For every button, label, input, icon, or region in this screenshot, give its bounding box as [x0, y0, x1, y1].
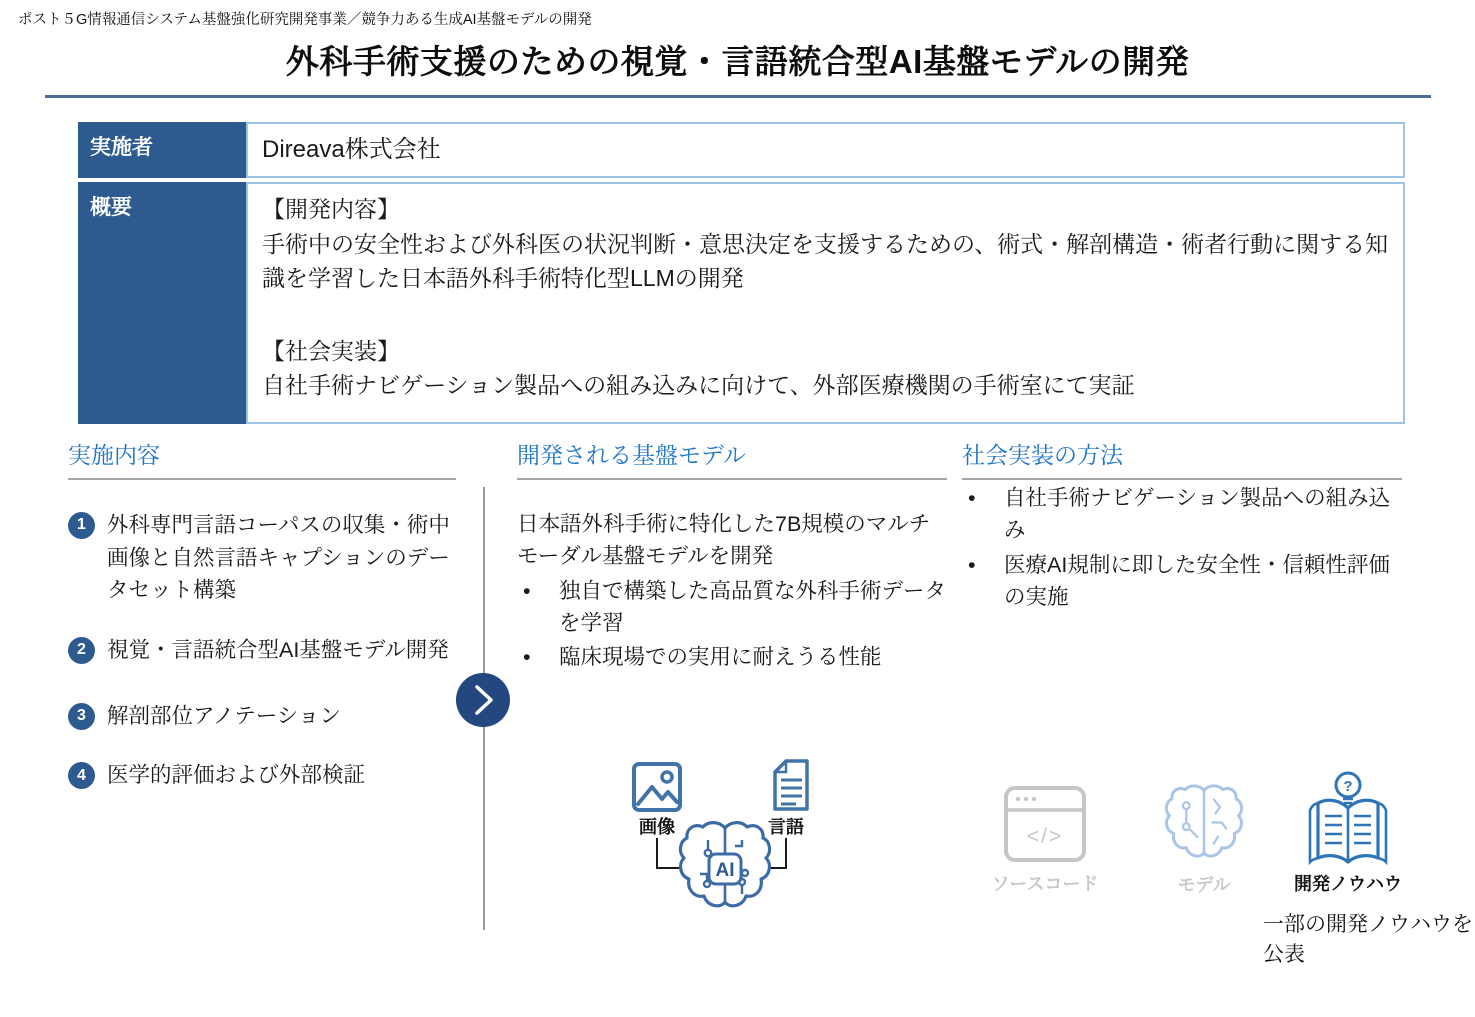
model-intro: 日本語外科手術に特化した7B規模のマルチモーダル基盤モデルを開発	[517, 512, 931, 569]
image-icon	[631, 761, 683, 813]
question-glyph: ?	[1343, 778, 1353, 795]
number-badge: 2	[68, 637, 95, 664]
implementer-value: Direava株式会社	[246, 122, 1405, 178]
bullet-marker: •	[523, 578, 531, 603]
bullet-text: 独自で構築した高品質な外科手術データを学習	[559, 578, 947, 635]
language-label: 言語	[768, 817, 804, 837]
bullet-marker: •	[968, 486, 976, 510]
column-deployment	[962, 437, 1402, 613]
development-section	[262, 192, 1389, 296]
bullet-text: 臨床現場での実用に耐えうる性能	[559, 645, 882, 669]
chevron-right-icon	[456, 673, 510, 727]
arrow-circle	[456, 673, 510, 727]
code-glyph: </>	[1026, 825, 1064, 848]
list-item	[68, 700, 456, 733]
list-item-text: 外科専門言語コーパスの収集・術中画像と自然言語キャプションのデータセット構築	[107, 513, 450, 603]
bullet-text: 医療AI規制に即した安全性・信頼性評価の実施	[1004, 552, 1390, 609]
list-item-text: 視覚・言語統合型AI基盤モデル開発	[107, 638, 449, 663]
column-implementation	[68, 437, 456, 792]
bullet-item	[517, 641, 947, 673]
document-icon	[763, 758, 811, 812]
section-body: 自社手術ナビゲーション製品への組み込みに向けて、外部医療機関の手術室にて実証	[262, 372, 1135, 398]
ai-brain-icon	[678, 818, 772, 920]
knowhow-book-icon	[1300, 770, 1396, 866]
bullet-text: 自社手術ナビゲーション製品への組み込み	[1004, 486, 1391, 543]
section-body: 手術中の安全性および外科医の状況判断・意思決定を支援するための、術式・解剖構造・術者行動に関する知識を学習した日本語外科手術特化型LLMの開発	[262, 230, 1389, 291]
image-label: 画像	[639, 817, 675, 837]
bullet-item	[517, 575, 947, 640]
brain-model-icon	[1163, 782, 1245, 868]
page-title: 外科手術支援のための視覚・言語統合型AI基盤モデルの開発	[285, 43, 1190, 80]
bullet-marker: •	[968, 552, 976, 577]
source-code-icon	[1003, 785, 1087, 863]
program-header: ポスト５G情報通信システム基盤強化研究開発事業／競争力ある生成AI基盤モデルの開発	[18, 12, 592, 28]
ai-label: AI	[715, 860, 735, 881]
column-header: 開発される基盤モデル	[517, 437, 947, 480]
number-badge: 4	[68, 762, 95, 789]
list-item	[68, 509, 456, 607]
title-underline	[45, 95, 1431, 98]
list-item-text: 医学的評価および外部検証	[107, 763, 366, 788]
row-label-implementer: 実施者	[78, 122, 246, 178]
model-label: モデル	[1177, 875, 1231, 895]
number-badge: 1	[68, 512, 95, 539]
list-item	[68, 759, 456, 792]
overview-value	[246, 182, 1405, 424]
source-code-label: ソースコード	[991, 874, 1099, 894]
list-item-text: 解剖部位アノテーション	[107, 703, 341, 728]
table-row	[78, 182, 1405, 424]
table-row	[78, 122, 1405, 178]
summary-table	[78, 122, 1405, 428]
knowhow-note: 一部の開発ノウハウを公表	[1263, 913, 1473, 967]
bullet-item	[962, 482, 1402, 547]
column-header: 社会実装の方法	[962, 437, 1402, 480]
section-heading: 【社会実装】	[262, 337, 400, 364]
list-item	[68, 634, 456, 667]
bullet-item	[962, 549, 1402, 614]
bullet-marker: •	[523, 645, 531, 669]
number-badge: 3	[68, 703, 95, 730]
column-model	[517, 437, 947, 673]
deployment-section	[262, 334, 1389, 403]
row-label-overview: 概要	[78, 182, 246, 424]
section-heading: 【開発内容】	[262, 196, 400, 222]
column-header: 実施内容	[68, 437, 456, 480]
knowhow-label: 開発ノウハウ	[1294, 874, 1402, 894]
